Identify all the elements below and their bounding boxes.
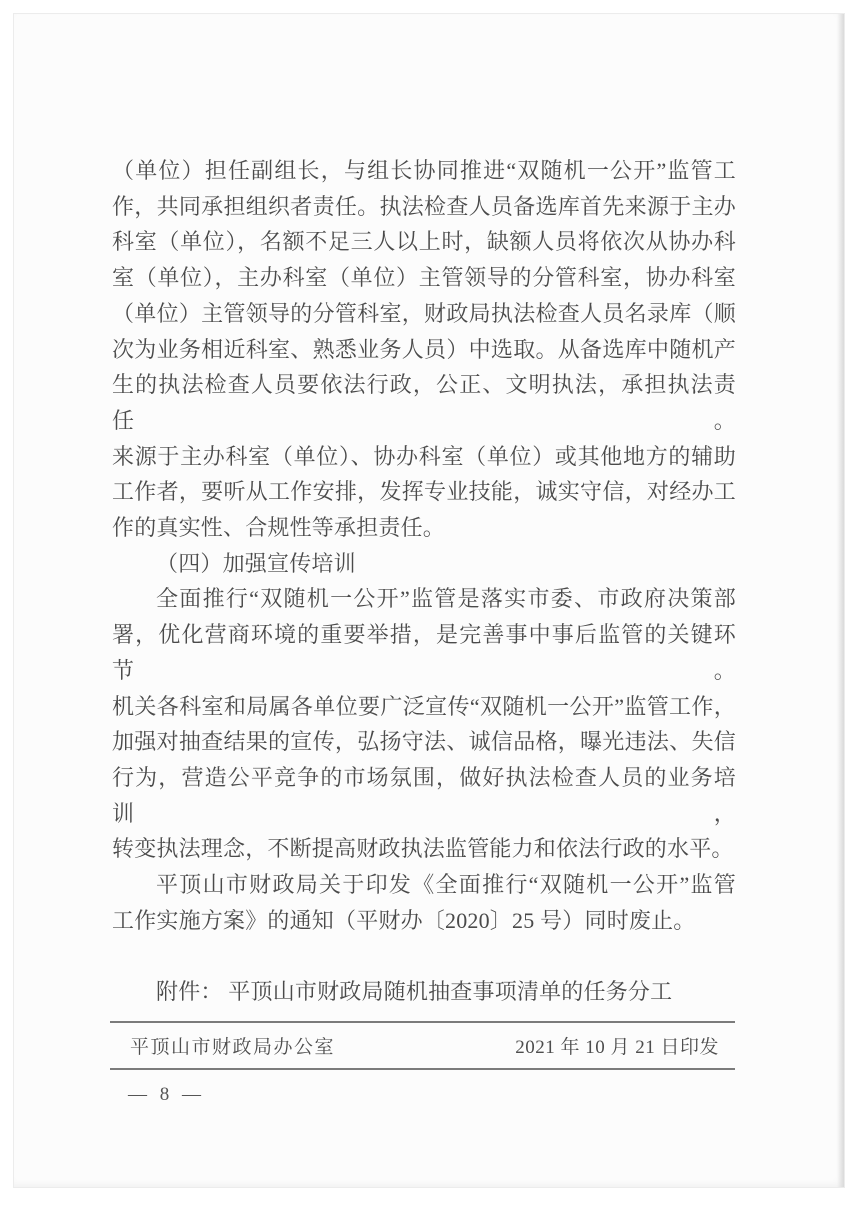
body-text-line: 加强对抽查结果的宣传，弘扬守法、诚信品格，曝光违法、失信 <box>112 729 736 755</box>
issuing-office: 平顶山市财政局办公室 <box>130 1036 336 1058</box>
body-text-line: 生的执法检查人员要依法行政，公正、文明执法，承担执法责任。 <box>112 372 736 433</box>
page-number: — 8 — <box>128 1084 205 1105</box>
section-heading: （四）加强宣传培训 <box>156 550 356 576</box>
blank-line <box>112 938 736 974</box>
colophon <box>110 1022 735 1068</box>
document-body <box>112 153 736 1010</box>
body-text-line: 平顶山市财政局关于印发《全面推行“双随机一公开”监管 <box>156 872 736 898</box>
body-text-line: （单位）主管领导的分管科室，财政局执法检查人员名录库（顺 <box>112 300 736 326</box>
body-text-line: 作，共同承担组织者责任。执法检查人员备选库首先来源于主办 <box>112 193 736 219</box>
print-date: 2021 年 10 月 21 日印发 <box>515 1036 719 1058</box>
body-text-line: 来源于主办科室（单位）、协办科室（单位）或其他地方的辅助 <box>112 443 736 469</box>
body-text-line: 科室（单位），名额不足三人以上时，缺额人员将依次从协办科 <box>112 229 736 255</box>
body-text-line: 工作实施方案》的通知（平财办〔2020〕25 号）同时废止。 <box>112 907 696 933</box>
body-text-line: 室（单位），主办科室（单位）主管领导的分管科室，协办科室 <box>112 265 736 291</box>
body-text-line: 转变执法理念，不断提高财政执法监管能力和依法行政的水平。 <box>112 836 734 862</box>
body-text-line: 工作者，要听从工作安排，发挥专业技能，诚实守信，对经办工 <box>112 479 736 505</box>
attachment-line: 附件： 平顶山市财政局随机抽查事项清单的任务分工 <box>156 979 673 1005</box>
body-text-line: 全面推行“双随机一公开”监管是落实市委、市政府决策部 <box>156 586 736 612</box>
colophon-bottom-rule <box>110 1068 735 1070</box>
body-text-line: 行为，营造公平竞争的市场氛围，做好执法检查人员的业务培训， <box>112 764 736 826</box>
body-text-line: 机关各科室和局属各单位要广泛宣传“双随机一公开”监管工作， <box>112 693 736 719</box>
body-text-line: 次为业务相近科室、熟悉业务人员）中选取。从备选库中随机产 <box>112 336 736 362</box>
body-text-line: 作的真实性、合规性等承担责任。 <box>112 515 446 541</box>
body-text-line: 署，优化营商环境的重要举措，是完善事中事后监管的关键环节。 <box>112 622 736 683</box>
scan-edge-shadow <box>837 14 844 1187</box>
body-text-line: （单位）担任副组长，与组长协同推进“双随机一公开”监管工 <box>112 158 736 183</box>
